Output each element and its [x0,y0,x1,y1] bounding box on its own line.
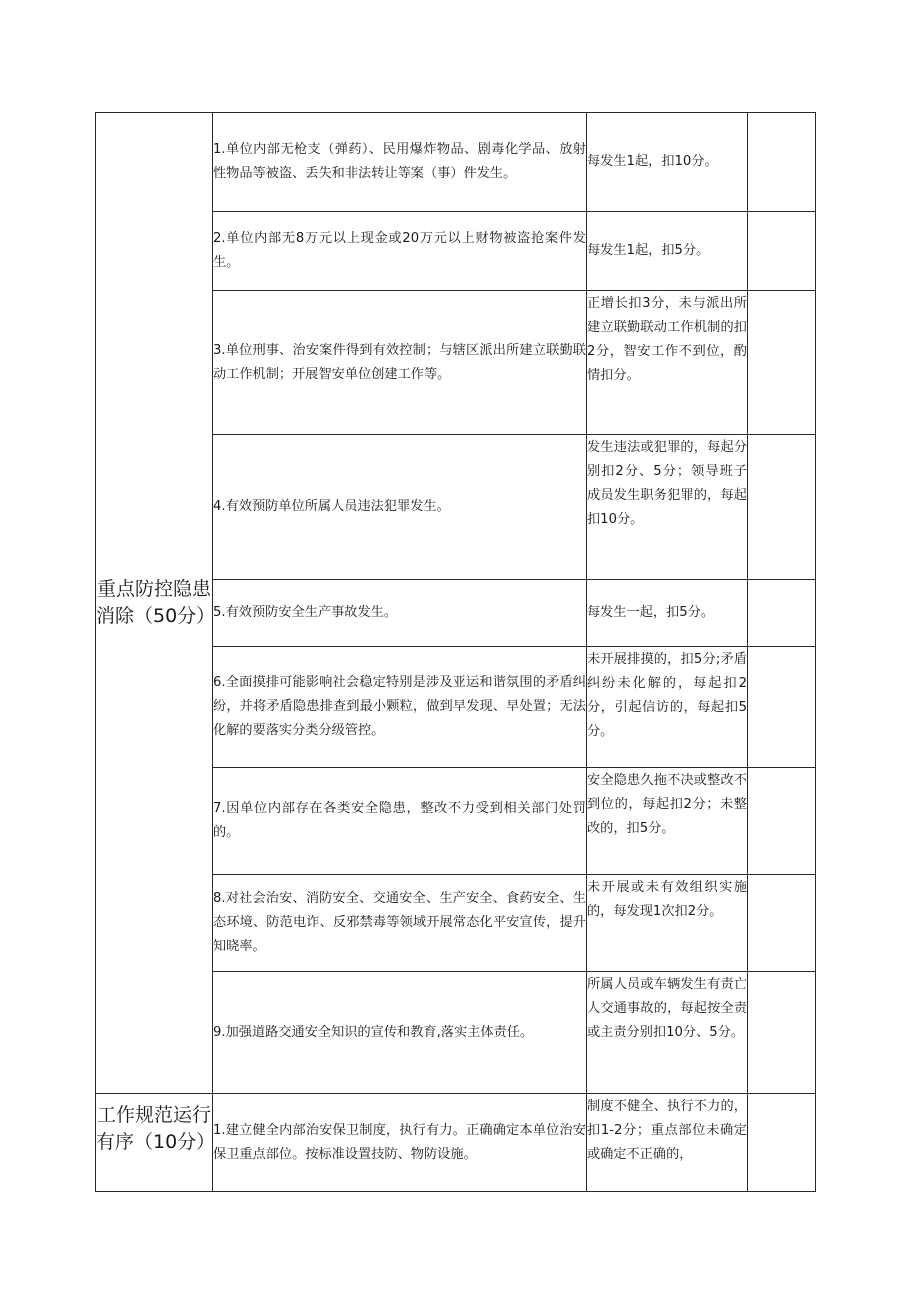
deduction-rule-cell: 制度不健全、执行不力的，扣1-2分；重点部位未确定或确定不正确的， [587,1094,748,1192]
item-cell: 2.单位内部无8万元以上现金或20万元以上财物被盗抢案件发生。 [213,212,587,291]
category-cell: 工作规范运行有序（10分） [96,1094,213,1192]
deduction-rule-cell: 每发生1起，扣5分。 [587,212,748,291]
deduction-rule-cell: 安全隐患久拖不决或整改不到位的，每起扣2分；未整改的，扣5分。 [587,768,748,875]
deduction-rule-cell: 发生违法或犯罪的，每起分别扣2分、5分；领导班子成员发生职务犯罪的，每起扣10分。 [587,435,748,580]
score-cell[interactable] [748,113,816,212]
item-cell: 8.对社会治安、消防安全、交通安全、生产安全、食药安全、生态环境、防范电诈、反邪禁毒等领域开展常态化平安宣传，提升知晓率。 [213,875,587,972]
score-cell[interactable] [748,212,816,291]
item-cell: 6.全面摸排可能影响社会稳定特别是涉及亚运和谐氛围的矛盾纠纷，并将矛盾隐患排查到最小颗粒，做到早发现、早处置；无法化解的要落实分类分级管控。 [213,647,587,768]
deduction-rule-cell: 未开展排摸的，扣5分;矛盾纠纷未化解的，每起扣2分，引起信访的，每起扣5分。 [587,647,748,768]
score-cell[interactable] [748,972,816,1094]
deduction-rule-cell: 每发生1起，扣10分。 [587,113,748,212]
item-cell: 1.单位内部无枪支（弹药）、民用爆炸物品、剧毒化学品、放射性物品等被盗、丢失和非法转让等案（事）件发生。 [213,113,587,212]
item-cell: 5.有效预防安全生产事故发生。 [213,580,587,647]
deduction-rule-cell: 所属人员或车辆发生有责亡人交通事故的，每起按全责或主责分别扣10分、5分。 [587,972,748,1094]
deduction-rule-cell: 未开展或未有效组织实施的，每发现1次扣2分。 [587,875,748,972]
item-cell: 9.加强道路交通安全知识的宣传和教育,落实主体责任。 [213,972,587,1094]
item-cell: 7.因单位内部存在各类安全隐患，整改不力受到相关部门处罚的。 [213,768,587,875]
score-cell[interactable] [748,291,816,435]
score-cell[interactable] [748,580,816,647]
score-cell[interactable] [748,875,816,972]
score-cell[interactable] [748,435,816,580]
deduction-rule-cell: 正增长扣3分，未与派出所建立联勤联动工作机制的扣2分，智安工作不到位，酌情扣分。 [587,291,748,435]
score-cell[interactable] [748,768,816,875]
table-row [96,1094,816,1192]
category-cell: 重点防控隐患消除（50分） [96,113,213,1094]
table-row [96,113,816,212]
score-cell[interactable] [748,1094,816,1192]
item-cell: 3.单位刑事、治安案件得到有效控制；与辖区派出所建立联勤联动工作机制；开展智安单位创建工作等。 [213,291,587,435]
evaluation-table [95,112,816,1192]
score-cell[interactable] [748,647,816,768]
item-cell: 4.有效预防单位所属人员违法犯罪发生。 [213,435,587,580]
item-cell: 1.建立健全内部治安保卫制度，执行有力。正确确定本单位治安保卫重点部位。按标准设置技防、物防设施。 [213,1094,587,1192]
deduction-rule-cell: 每发生一起，扣5分。 [587,580,748,647]
